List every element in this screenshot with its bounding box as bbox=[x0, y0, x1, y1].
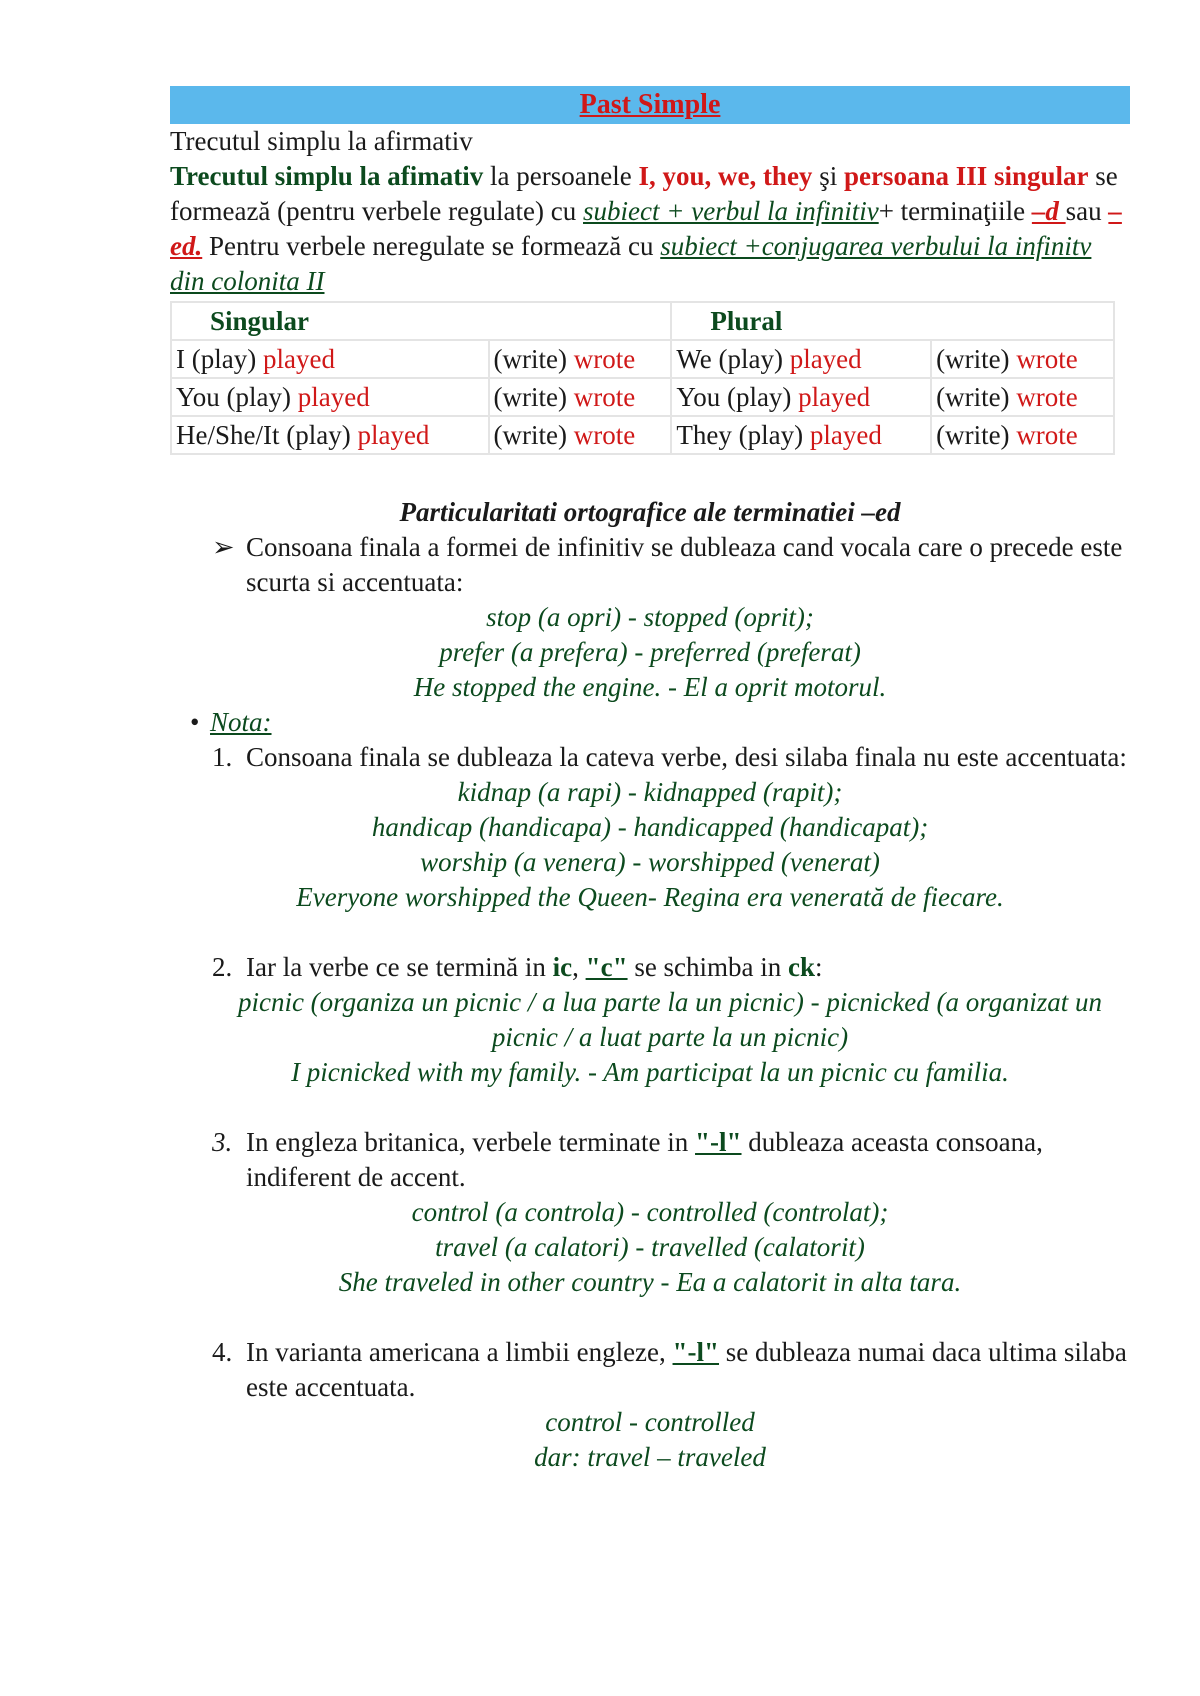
section-heading: Particularitati ortografice ale terminatiei –ed bbox=[399, 497, 901, 527]
example-line: control (a controla) - controlled (controlat); bbox=[411, 1197, 889, 1227]
example-line: kidnap (a rapi) - kidnapped (rapit); bbox=[457, 777, 843, 807]
table-cell: (write) wrote bbox=[931, 340, 1114, 378]
conjugation-table bbox=[170, 301, 1115, 455]
rule-bold: Trecutul simplu la afimativ bbox=[170, 161, 484, 191]
example-line: handicap (handicapa) - handicapped (handicapat); bbox=[371, 812, 929, 842]
nota-label: Nota: bbox=[210, 707, 272, 737]
intro-rule: Trecutul simplu la afimativ la persoanele I, you, we, they şi persoana III singular se formează (pentru verbele regulate) cu subiect + verbul la infinitiv+ terminaţiile –d sau –ed. Pentru verbele neregulate se formează cu subiect +conjugarea verbului la infinitv din colonita II bbox=[170, 161, 1122, 296]
intro-line: Trecutul simplu la afirmativ bbox=[170, 126, 473, 156]
numbered-item-1 bbox=[170, 740, 1130, 775]
item-number: 2. bbox=[212, 952, 233, 982]
example-line: She traveled in other country - Ea a calatorit in alta tara. bbox=[338, 1267, 962, 1297]
persona-iii: persoana III singular bbox=[843, 161, 1089, 191]
arrow-bullet-icon: ➢ bbox=[212, 532, 235, 562]
d-ending: –d bbox=[1031, 196, 1066, 226]
table-cell: You (play) played bbox=[671, 378, 931, 416]
table-cell: You (play) played bbox=[171, 378, 489, 416]
example-line: travel (a calatori) - travelled (calatorit) bbox=[435, 1232, 865, 1262]
table-row bbox=[171, 378, 1114, 416]
formula-irregular: subiect +conjugarea verbului la infinitv din colonita II bbox=[170, 231, 1092, 296]
item-number: 3. bbox=[212, 1127, 233, 1157]
numbered-item-4: 4. In varianta americana a limbii engleze, "-l" se dubleaza numai daca ultima silaba este accentuata. bbox=[212, 1337, 1127, 1402]
table-cell: They (play) played bbox=[671, 416, 931, 454]
item-number: 1. bbox=[212, 742, 233, 772]
ed-ending: –ed. bbox=[170, 196, 1122, 261]
table-cell: (write) wrote bbox=[489, 378, 672, 416]
title-bar bbox=[170, 86, 1130, 124]
table-header-row bbox=[171, 302, 1114, 340]
arrow-item bbox=[170, 530, 1130, 600]
document-page bbox=[170, 86, 1130, 1475]
numbered-item-2: 2. Iar la verbe ce se termină in ic, "c" se schimba in ck: bbox=[170, 950, 1130, 985]
table-cell: He/She/It (play) played bbox=[171, 416, 489, 454]
example-line: prefer (a prefera) - preferred (preferat) bbox=[439, 637, 861, 667]
table-row bbox=[171, 416, 1114, 454]
example-line: dar: travel – traveled bbox=[534, 1442, 766, 1472]
numbered-item-3: 3. In engleza britanica, verbele terminate in "-l" dubleaza aceasta consoana, indiferent de accent. bbox=[212, 1127, 1043, 1192]
example-line: control - controlled bbox=[545, 1407, 755, 1437]
example-line: worship (a venera) - worshipped (venerat) bbox=[420, 847, 880, 877]
example-line: I picnicked with my family. - Am participat la un picnic cu familia. bbox=[291, 1057, 1009, 1087]
item-number: 4. bbox=[212, 1337, 233, 1367]
table-cell: (write) wrote bbox=[489, 416, 672, 454]
nota-item bbox=[170, 705, 1130, 740]
example-line: Everyone worshipped the Queen- Regina era venerată de fiecare. bbox=[296, 882, 1004, 912]
bullet-icon: • bbox=[190, 707, 200, 737]
table-cell: I (play) played bbox=[171, 340, 489, 378]
example-line: He stopped the engine. - El a oprit motorul. bbox=[413, 672, 887, 702]
table-cell: (write) wrote bbox=[931, 416, 1114, 454]
table-row bbox=[171, 340, 1114, 378]
singular-header: Singular bbox=[171, 302, 671, 340]
plural-header: Plural bbox=[671, 302, 1114, 340]
table-cell: (write) wrote bbox=[489, 340, 672, 378]
example-line: stop (a opri) - stopped (oprit); bbox=[486, 602, 814, 632]
formula: subiect + verbul la infinitiv bbox=[583, 196, 879, 226]
item-text: Consoana finala se dubleaza la cateva verbe, desi silaba finala nu este accentuata: bbox=[246, 742, 1127, 772]
example-line: picnic (organiza un picnic / a lua parte la un picnic) - picnicked (a organizat un picnic / a luat parte la un picnic) bbox=[237, 987, 1103, 1052]
page-title: Past Simple bbox=[579, 89, 721, 120]
persons: I, you, we, they bbox=[638, 161, 813, 191]
arrow-item-text: Consoana finala a formei de infinitiv se dubleaza cand vocala care o precede este scurta si accentuata: bbox=[246, 532, 1123, 597]
table-cell: (write) wrote bbox=[931, 378, 1114, 416]
table-cell: We (play) played bbox=[671, 340, 931, 378]
